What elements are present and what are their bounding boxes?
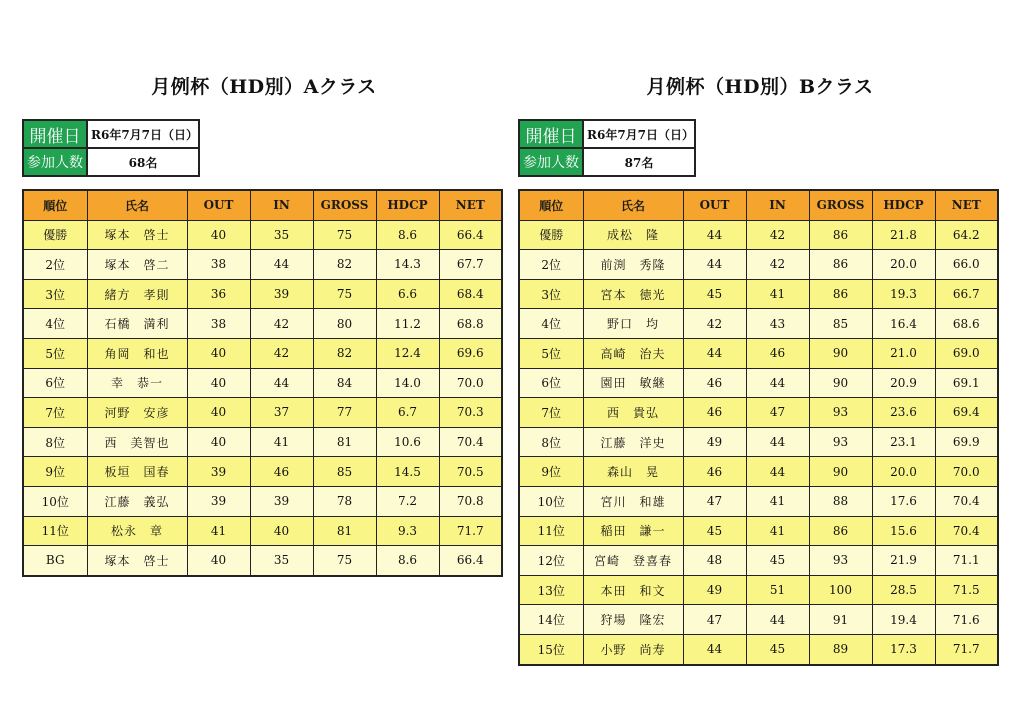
out-cell: 42 — [683, 309, 746, 339]
rank-cell: 5位 — [23, 338, 87, 368]
in-cell: 42 — [250, 338, 313, 368]
table-row — [23, 427, 502, 457]
net-cell: 70.4 — [935, 516, 998, 546]
table-row — [23, 398, 502, 428]
table-row — [519, 250, 998, 280]
class-a-info-table — [22, 119, 200, 177]
in-cell: 37 — [250, 398, 313, 428]
rank-cell: 優勝 — [23, 220, 87, 250]
class-b-info-table — [518, 119, 696, 177]
net-cell: 66.7 — [935, 279, 998, 309]
class-a-title: 月例杯（HD別）Aクラス — [151, 76, 377, 98]
net-cell: 70.0 — [935, 457, 998, 487]
gross-cell: 75 — [313, 279, 376, 309]
net-cell: 70.4 — [935, 486, 998, 516]
in-cell: 35 — [250, 546, 313, 576]
column-header-hdcp: HDCP — [376, 190, 439, 220]
gross-cell: 81 — [313, 427, 376, 457]
table-row — [23, 250, 502, 280]
rank-cell: 3位 — [23, 279, 87, 309]
hdcp-cell: 20.0 — [872, 250, 935, 280]
name-cell: 西 美智也 — [87, 427, 187, 457]
hdcp-cell: 21.8 — [872, 220, 935, 250]
rank-cell: 10位 — [23, 486, 87, 516]
out-cell: 44 — [683, 338, 746, 368]
in-cell: 42 — [250, 309, 313, 339]
gross-cell: 75 — [313, 220, 376, 250]
class-a-date-value: R6年7月7日（日） — [87, 120, 199, 148]
hdcp-cell: 20.0 — [872, 457, 935, 487]
class-a-participants-label: 参加人数 — [23, 148, 87, 176]
hdcp-cell: 16.4 — [872, 309, 935, 339]
gross-cell: 84 — [313, 368, 376, 398]
rank-cell: 13位 — [519, 575, 583, 605]
name-cell: 野口 均 — [583, 309, 683, 339]
in-cell: 42 — [746, 220, 809, 250]
gross-cell: 85 — [809, 309, 872, 339]
gross-cell: 77 — [313, 398, 376, 428]
out-cell: 44 — [683, 634, 746, 664]
rank-cell: 7位 — [519, 398, 583, 428]
column-header-out: OUT — [683, 190, 746, 220]
in-cell: 46 — [746, 338, 809, 368]
out-cell: 49 — [683, 427, 746, 457]
rank-cell: 15位 — [519, 634, 583, 664]
net-cell: 70.8 — [439, 486, 502, 516]
name-cell: 前渕 秀隆 — [583, 250, 683, 280]
name-cell: 河野 安彦 — [87, 398, 187, 428]
table-row — [519, 427, 998, 457]
column-header-in: IN — [250, 190, 313, 220]
name-cell: 園田 敏継 — [583, 368, 683, 398]
in-cell: 41 — [250, 427, 313, 457]
gross-cell: 86 — [809, 250, 872, 280]
name-cell: 小野 尚寿 — [583, 634, 683, 664]
name-cell: 江藤 洋史 — [583, 427, 683, 457]
name-cell: 成松 隆 — [583, 220, 683, 250]
name-cell: 角岡 和也 — [87, 338, 187, 368]
name-cell: 江藤 義弘 — [87, 486, 187, 516]
out-cell: 40 — [187, 398, 250, 428]
gross-cell: 88 — [809, 486, 872, 516]
gross-cell: 86 — [809, 220, 872, 250]
hdcp-cell: 15.6 — [872, 516, 935, 546]
rank-cell: 7位 — [23, 398, 87, 428]
net-cell: 69.6 — [439, 338, 502, 368]
name-cell: 狩場 隆宏 — [583, 605, 683, 635]
name-cell: 石橋 満利 — [87, 309, 187, 339]
gross-cell: 90 — [809, 457, 872, 487]
hdcp-cell: 12.4 — [376, 338, 439, 368]
net-cell: 70.5 — [439, 457, 502, 487]
class-b-date-value: R6年7月7日（日） — [583, 120, 695, 148]
hdcp-cell: 28.5 — [872, 575, 935, 605]
column-header-gross: GROSS — [313, 190, 376, 220]
class-a-participants-value: 68名 — [87, 148, 199, 176]
name-cell: 宮崎 登喜春 — [583, 546, 683, 576]
net-cell: 70.4 — [439, 427, 502, 457]
in-cell: 44 — [250, 368, 313, 398]
class-b-participants-value: 87名 — [583, 148, 695, 176]
gross-cell: 81 — [313, 516, 376, 546]
in-cell: 44 — [746, 368, 809, 398]
gross-cell: 100 — [809, 575, 872, 605]
in-cell: 39 — [250, 279, 313, 309]
class-b-results-table — [518, 189, 999, 666]
table-row — [23, 546, 502, 576]
rank-cell: 10位 — [519, 486, 583, 516]
name-cell: 幸 恭一 — [87, 368, 187, 398]
name-cell: 高崎 治夫 — [583, 338, 683, 368]
class-b-date-row — [519, 120, 695, 148]
net-cell: 69.0 — [935, 338, 998, 368]
table-row — [23, 486, 502, 516]
name-cell: 塚本 啓二 — [87, 250, 187, 280]
column-header-out: OUT — [187, 190, 250, 220]
out-cell: 40 — [187, 338, 250, 368]
rank-cell: 9位 — [519, 457, 583, 487]
hdcp-cell: 23.1 — [872, 427, 935, 457]
class-b-header-row — [519, 190, 998, 220]
class-a-results-table — [22, 189, 503, 577]
table-row — [23, 279, 502, 309]
in-cell: 41 — [746, 279, 809, 309]
net-cell: 69.9 — [935, 427, 998, 457]
hdcp-cell: 7.2 — [376, 486, 439, 516]
column-header-name: 氏名 — [583, 190, 683, 220]
name-cell: 塚本 啓士 — [87, 546, 187, 576]
out-cell: 40 — [187, 427, 250, 457]
hdcp-cell: 19.3 — [872, 279, 935, 309]
hdcp-cell: 17.3 — [872, 634, 935, 664]
net-cell: 70.0 — [439, 368, 502, 398]
table-row — [23, 457, 502, 487]
hdcp-cell: 10.6 — [376, 427, 439, 457]
net-cell: 69.1 — [935, 368, 998, 398]
out-cell: 40 — [187, 546, 250, 576]
column-header-gross: GROSS — [809, 190, 872, 220]
net-cell: 71.7 — [439, 516, 502, 546]
out-cell: 40 — [187, 220, 250, 250]
gross-cell: 86 — [809, 516, 872, 546]
table-row — [519, 457, 998, 487]
gross-cell: 89 — [809, 634, 872, 664]
class-b-participants-label: 参加人数 — [519, 148, 583, 176]
rank-cell: 優勝 — [519, 220, 583, 250]
in-cell: 42 — [746, 250, 809, 280]
net-cell: 71.1 — [935, 546, 998, 576]
column-header-rank: 順位 — [519, 190, 583, 220]
out-cell: 41 — [187, 516, 250, 546]
in-cell: 41 — [746, 516, 809, 546]
table-row — [519, 575, 998, 605]
name-cell: 松永 章 — [87, 516, 187, 546]
hdcp-cell: 14.3 — [376, 250, 439, 280]
net-cell: 67.7 — [439, 250, 502, 280]
rank-cell: 6位 — [23, 368, 87, 398]
rank-cell: 12位 — [519, 546, 583, 576]
in-cell: 46 — [250, 457, 313, 487]
in-cell: 44 — [746, 605, 809, 635]
hdcp-cell: 11.2 — [376, 309, 439, 339]
net-cell: 68.8 — [439, 309, 502, 339]
hdcp-cell: 19.4 — [872, 605, 935, 635]
out-cell: 45 — [683, 279, 746, 309]
table-row — [519, 605, 998, 635]
table-row — [519, 368, 998, 398]
in-cell: 44 — [250, 250, 313, 280]
name-cell: 本田 和文 — [583, 575, 683, 605]
out-cell: 46 — [683, 398, 746, 428]
table-row — [519, 309, 998, 339]
table-row — [519, 516, 998, 546]
net-cell: 70.3 — [439, 398, 502, 428]
in-cell: 43 — [746, 309, 809, 339]
table-row — [23, 368, 502, 398]
table-row — [519, 486, 998, 516]
column-header-net: NET — [439, 190, 502, 220]
table-row — [519, 546, 998, 576]
hdcp-cell: 8.6 — [376, 546, 439, 576]
in-cell: 35 — [250, 220, 313, 250]
class-b-title: 月例杯（HD別）Bクラス — [646, 76, 874, 98]
column-header-rank: 順位 — [23, 190, 87, 220]
table-row — [519, 338, 998, 368]
name-cell: 塚本 啓士 — [87, 220, 187, 250]
hdcp-cell: 6.6 — [376, 279, 439, 309]
hdcp-cell: 14.0 — [376, 368, 439, 398]
hdcp-cell: 8.6 — [376, 220, 439, 250]
in-cell: 44 — [746, 427, 809, 457]
in-cell: 44 — [746, 457, 809, 487]
out-cell: 38 — [187, 309, 250, 339]
rank-cell: 5位 — [519, 338, 583, 368]
hdcp-cell: 17.6 — [872, 486, 935, 516]
rank-cell: 6位 — [519, 368, 583, 398]
table-row — [519, 398, 998, 428]
name-cell: 板垣 国春 — [87, 457, 187, 487]
hdcp-cell: 14.5 — [376, 457, 439, 487]
class-b-date-label: 開催日 — [519, 120, 583, 148]
gross-cell: 90 — [809, 368, 872, 398]
gross-cell: 93 — [809, 398, 872, 428]
hdcp-cell: 20.9 — [872, 368, 935, 398]
out-cell: 46 — [683, 457, 746, 487]
table-row — [23, 338, 502, 368]
net-cell: 68.6 — [935, 309, 998, 339]
column-header-name: 氏名 — [87, 190, 187, 220]
gross-cell: 78 — [313, 486, 376, 516]
rank-cell: 2位 — [519, 250, 583, 280]
rank-cell: BG — [23, 546, 87, 576]
in-cell: 45 — [746, 634, 809, 664]
out-cell: 38 — [187, 250, 250, 280]
net-cell: 64.2 — [935, 220, 998, 250]
gross-cell: 80 — [313, 309, 376, 339]
in-cell: 47 — [746, 398, 809, 428]
name-cell: 森山 晃 — [583, 457, 683, 487]
rank-cell: 14位 — [519, 605, 583, 635]
net-cell: 66.4 — [439, 546, 502, 576]
table-row — [23, 220, 502, 250]
name-cell: 緒方 孝則 — [87, 279, 187, 309]
hdcp-cell: 21.9 — [872, 546, 935, 576]
hdcp-cell: 21.0 — [872, 338, 935, 368]
net-cell: 71.6 — [935, 605, 998, 635]
in-cell: 41 — [746, 486, 809, 516]
rank-cell: 2位 — [23, 250, 87, 280]
rank-cell: 11位 — [23, 516, 87, 546]
class-a-date-label: 開催日 — [23, 120, 87, 148]
gross-cell: 82 — [313, 250, 376, 280]
out-cell: 39 — [187, 486, 250, 516]
out-cell: 40 — [187, 368, 250, 398]
out-cell: 45 — [683, 516, 746, 546]
hdcp-cell: 23.6 — [872, 398, 935, 428]
class-a-participants-row — [23, 148, 199, 176]
rank-cell: 4位 — [519, 309, 583, 339]
column-header-net: NET — [935, 190, 998, 220]
table-row — [519, 279, 998, 309]
out-cell: 36 — [187, 279, 250, 309]
gross-cell: 75 — [313, 546, 376, 576]
gross-cell: 93 — [809, 427, 872, 457]
rank-cell: 8位 — [519, 427, 583, 457]
class-a-date-row — [23, 120, 199, 148]
hdcp-cell: 6.7 — [376, 398, 439, 428]
column-header-hdcp: HDCP — [872, 190, 935, 220]
rank-cell: 3位 — [519, 279, 583, 309]
net-cell: 68.4 — [439, 279, 502, 309]
hdcp-cell: 9.3 — [376, 516, 439, 546]
net-cell: 71.7 — [935, 634, 998, 664]
out-cell: 49 — [683, 575, 746, 605]
in-cell: 39 — [250, 486, 313, 516]
table-row — [23, 516, 502, 546]
name-cell: 宮川 和雄 — [583, 486, 683, 516]
class-b-participants-row — [519, 148, 695, 176]
rank-cell: 4位 — [23, 309, 87, 339]
rank-cell: 8位 — [23, 427, 87, 457]
name-cell: 宮本 徳光 — [583, 279, 683, 309]
out-cell: 47 — [683, 605, 746, 635]
gross-cell: 91 — [809, 605, 872, 635]
out-cell: 39 — [187, 457, 250, 487]
gross-cell: 90 — [809, 338, 872, 368]
net-cell: 71.5 — [935, 575, 998, 605]
net-cell: 66.0 — [935, 250, 998, 280]
in-cell: 45 — [746, 546, 809, 576]
column-header-in: IN — [746, 190, 809, 220]
in-cell: 51 — [746, 575, 809, 605]
gross-cell: 85 — [313, 457, 376, 487]
rank-cell: 9位 — [23, 457, 87, 487]
gross-cell: 86 — [809, 279, 872, 309]
table-row — [519, 634, 998, 664]
name-cell: 稲田 謙一 — [583, 516, 683, 546]
net-cell: 66.4 — [439, 220, 502, 250]
out-cell: 44 — [683, 250, 746, 280]
in-cell: 40 — [250, 516, 313, 546]
net-cell: 69.4 — [935, 398, 998, 428]
name-cell: 西 貴弘 — [583, 398, 683, 428]
out-cell: 47 — [683, 486, 746, 516]
out-cell: 46 — [683, 368, 746, 398]
table-row — [519, 220, 998, 250]
gross-cell: 93 — [809, 546, 872, 576]
out-cell: 44 — [683, 220, 746, 250]
gross-cell: 82 — [313, 338, 376, 368]
table-row — [23, 309, 502, 339]
rank-cell: 11位 — [519, 516, 583, 546]
class-a-header-row — [23, 190, 502, 220]
out-cell: 48 — [683, 546, 746, 576]
